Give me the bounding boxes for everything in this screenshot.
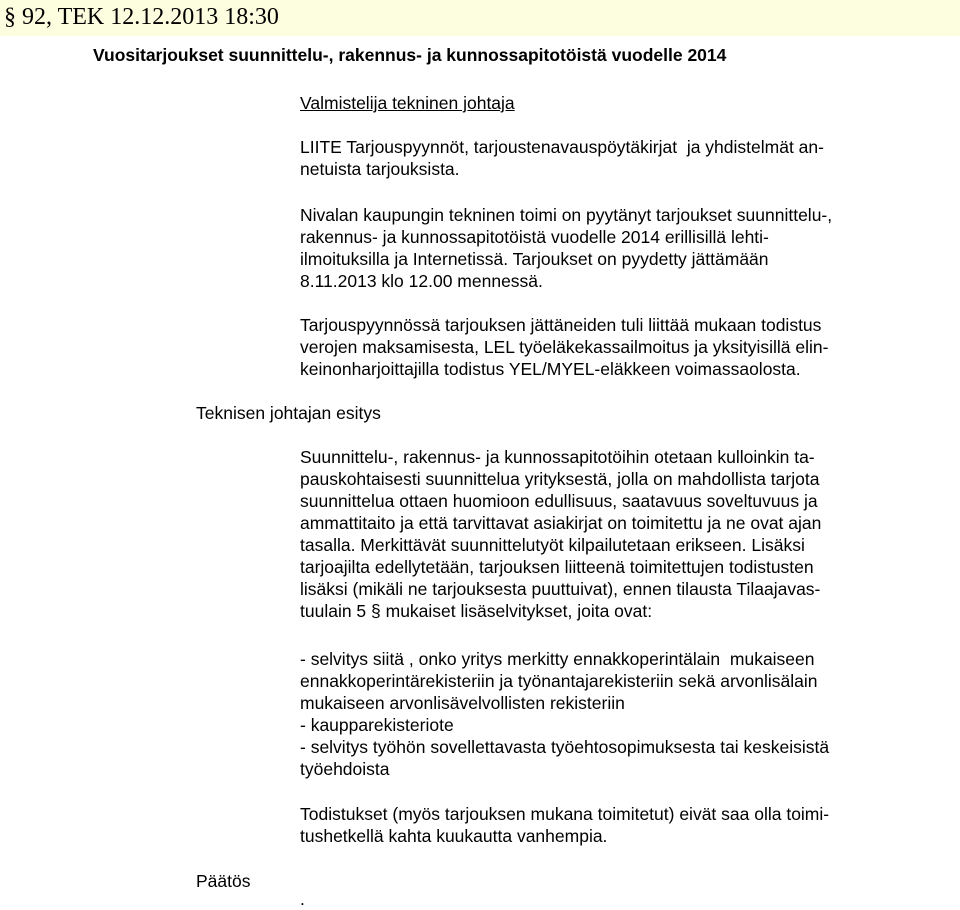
proposal-paragraph: Suunnittelu-, rakennus- ja kunnossapitotöihin otetaan kulloinkin ta- pauskohtaisesti suunnittelua yrityksestä, jolla on mahdollista tarjota suunnittelua ottaen huomioon edullisuus, saatavuus soveltuvuus ja ammattitaito ja että tarvittavat asiakirjat on toimitettu ja ne ovat ajan tasalla. Merkittävät suunnittelutyöt kilpailutetaan erikseen. Lisäksi tarjoajilta edellytetään, tarjouksen liitteenä toimitettujen todistusten lisäksi (mikäli ne tarjouksesta puuttuivat), ennen tilausta Tilaajavas- tuulain 5 § mukaiset lisäselvitykset, joita ovat: — [300, 447, 822, 621]
decision-label: Päätös — [196, 871, 251, 891]
closing-paragraph: Todistukset (myös tarjouksen mukana toimitetut) eivät saa olla toimi- tushetkellä kahta kuukautta vanhempia. — [300, 804, 830, 846]
proposal-label: Teknisen johtajan esitys — [196, 403, 381, 423]
requirements-paragraph: Tarjouspyynnössä tarjouksen jättäneiden tuli liittää mukaan todistus verojen maksamisesta, LEL työeläkekassailmoitus ja yksityisillä elin- keinonharjoittajilla todistus YEL/MYEL-eläkkeen voimassaolosta. — [300, 315, 829, 379]
intro-paragraph: Nivalan kaupungin tekninen toimi on pyytänyt tarjoukset suunnittelu-, rakennus- ja kunnossapitotöistä vuodelle 2014 erillisillä lehti- ilmoituksilla ja Internetissä. Tarjoukset on pyydetty jättämään 8.11.2013 klo 12.00 mennessä. — [300, 205, 833, 291]
document-title: Vuositarjoukset suunnittelu-, rakennus- ja kunnossapitotöistä vuodelle 2014 — [93, 45, 727, 65]
preparer-line: Valmistelija tekninen johtaja — [300, 93, 515, 113]
requirements-list: - selvitys siitä , onko yritys merkitty ennakkoperintälain mukaiseen ennakkoperintärekisteriin ja työnantajarekisteriin sekä arvonlisälain mukaiseen arvonlisävelvollisten rekisteriin - kaupparekisteriote - selvitys työhön sovellettavasta työehtosopimuksesta tai keskeisistä työehdoista — [300, 649, 830, 779]
section-header: § 92, TEK 12.12.2013 18:30 — [4, 4, 279, 30]
decision-text: . — [300, 889, 305, 909]
attachment-paragraph: LIITE Tarjouspyynnöt, tarjoustenavauspöytäkirjat ja yhdistelmät an- netuista tarjouksista. — [300, 137, 824, 179]
section-header-bar — [0, 0, 960, 36]
